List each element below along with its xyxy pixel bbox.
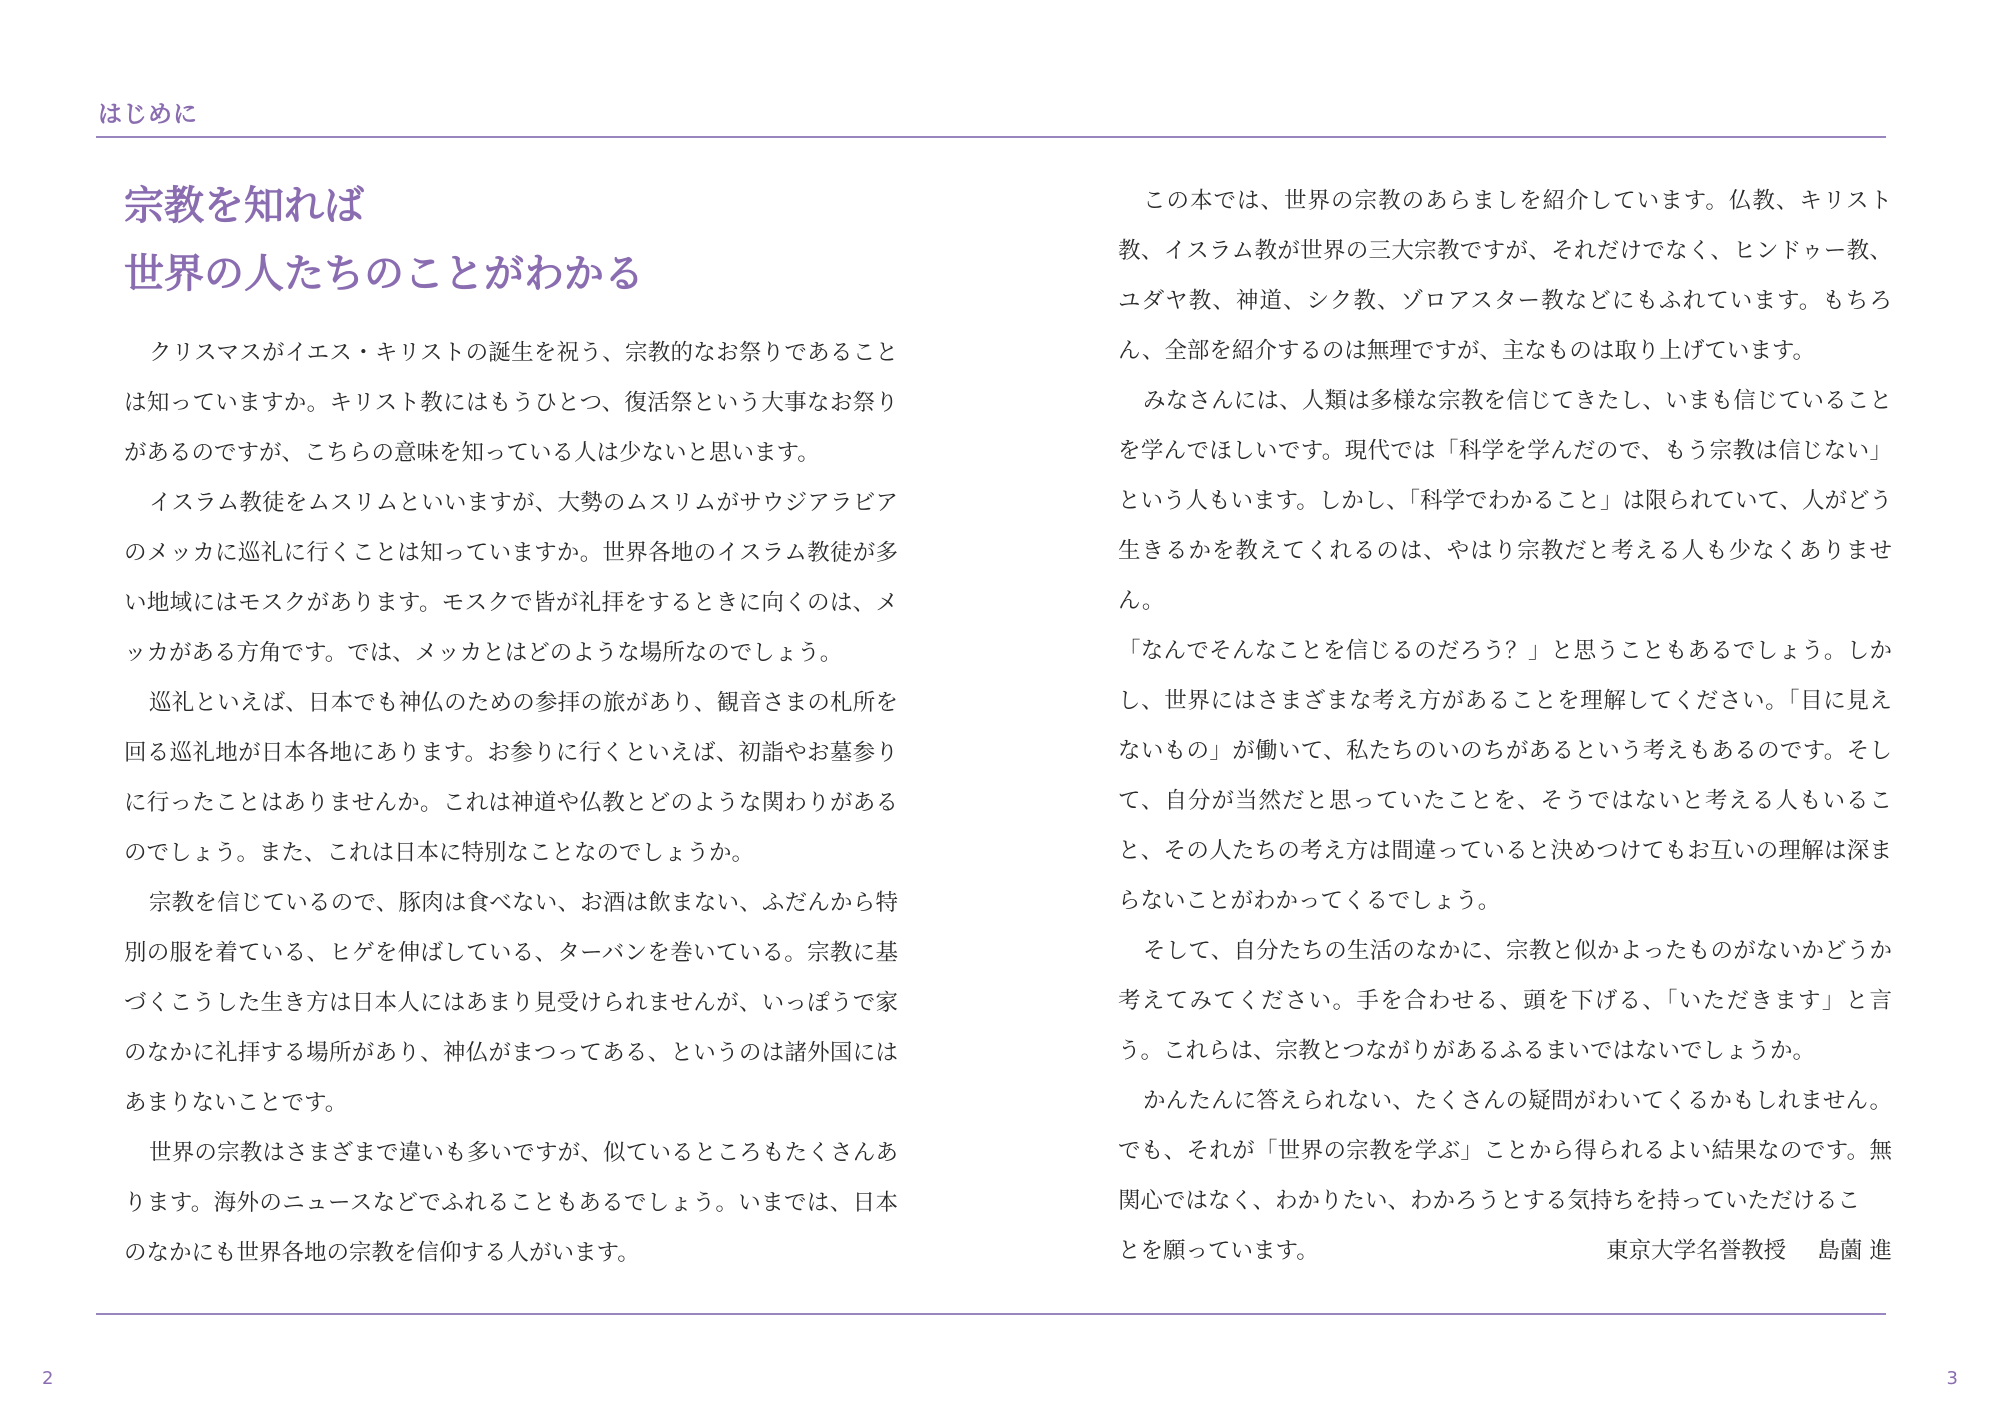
section-title: はじめに bbox=[98, 100, 198, 128]
author-name: 島薗 進 bbox=[1817, 1238, 1892, 1264]
right-paragraph: そして、自分たちの生活のなかに、宗教と似かよったものがないかどうか考えてみてください。手を合わせる、頭を下げる、「いただきます」と言う。これらは、宗教とつながりがあるふるまいではないでしょうか。 bbox=[1118, 938, 1892, 1064]
left-paragraph: クリスマスがイエス・キリストの誕生を祝う、宗教的なお祭りであることは知っていますか。キリスト教にはもうひとつ、復活祭という大事なお祭りがあるのですが、こちらの意味を知っている人は少ないと思います。 bbox=[124, 340, 898, 466]
right-paragraph: 「なんでそんなことを信じるのだろう？」と思うこともあるでしょう。しかし、世界にはさまざまな考え方があることを理解してください。「目に見えないもの」が働いて、私たちのいのちがあるという考えもあるのです。そして、自分が当然だと思っていたことを、そうではないと考える人もいること、その人たちの考え方は間違っていると決めつけてもお互いの理解は深まらないことがわかってくるでしょう。 bbox=[1118, 638, 1892, 914]
header-rule bbox=[96, 136, 1886, 138]
page-number-right: 3 bbox=[1946, 1368, 1958, 1389]
page-headline bbox=[124, 172, 644, 308]
left-paragraph: 巡礼といえば、日本でも神仏のための参拝の旅があり、観音さまの札所を回る巡礼地が日本各地にあります。お参りに行くといえば、初詣やお墓参りに行ったことはありませんか。これは神道や仏教とどのような関わりがあるのでしょう。また、これは日本に特別なことなのでしょうか。 bbox=[124, 690, 898, 866]
headline-line-2: 世界の人たちのことがわかる bbox=[124, 251, 644, 297]
footer-rule bbox=[96, 1313, 1886, 1315]
left-paragraph: イスラム教徒をムスリムといいますが、大勢のムスリムがサウジアラビアのメッカに巡礼に行くことは知っていますか。世界各地のイスラム教徒が多い地域にはモスクがあります。モスクで皆が礼拝をするときに向くのは、メッカがある方角です。では、メッカとはどのような場所なのでしょう。 bbox=[124, 490, 898, 666]
right-paragraph: みなさんには、人類は多様な宗教を信じてきたし、いまも信じていることを学んでほしいです。現代では「科学を学んだので、もう宗教は信じない」という人もいます。しかし、「科学でわかること」は限られていて、人がどう生きるかを教えてくれるのは、やはり宗教だと考える人も少なくありません。 bbox=[1118, 388, 1893, 614]
author-title: 東京大学名誉教授 bbox=[1606, 1238, 1787, 1264]
right-paragraph: この本では、世界の宗教のあらましを紹介しています。仏教、キリスト教、イスラム教が世界の三大宗教ですが、それだけでなく、ヒンドゥー教、ユダヤ教、神道、シク教、ゾロアスター教などにもふれています。もちろん、全部を紹介するのは無理ですが、主なものは取り上げています。 bbox=[1118, 188, 1892, 364]
right-paragraph-last: かんたんに答えられない、たくさんの疑問がわいてくるかもしれません。でも、それが「世界の宗教を学ぶ」ことから得られるよい結果なのです。無関心ではなく、わかりたい、わかろうとする気持ちを持っていただけるこ bbox=[1118, 1088, 1892, 1214]
closing-text: とを願っています。 bbox=[1118, 1238, 1319, 1264]
author-signature bbox=[1606, 1226, 1892, 1276]
left-column bbox=[124, 328, 898, 1278]
right-column bbox=[1118, 176, 1892, 1276]
left-paragraph: 世界の宗教はさまざまで違いも多いですが、似ているところもたくさんあります。海外のニュースなどでふれることもあるでしょう。いまでは、日本のなかにも世界各地の宗教を信仰する人がいます。 bbox=[124, 1140, 898, 1266]
left-paragraph: 宗教を信じているので、豚肉は食べない、お酒は飲まない、ふだんから特別の服を着ている、ヒゲを伸ばしている、ターバンを巻いている。宗教に基づくこうした生き方は日本人にはあまり見受けられませんが、いっぽうで家のなかに礼拝する場所があり、神仏がまつってある、というのは諸外国にはあまりないことです。 bbox=[124, 890, 898, 1116]
closing-line bbox=[1118, 1226, 1892, 1276]
headline-line-1: 宗教を知れば bbox=[124, 183, 364, 229]
page-number-left: 2 bbox=[42, 1368, 54, 1389]
